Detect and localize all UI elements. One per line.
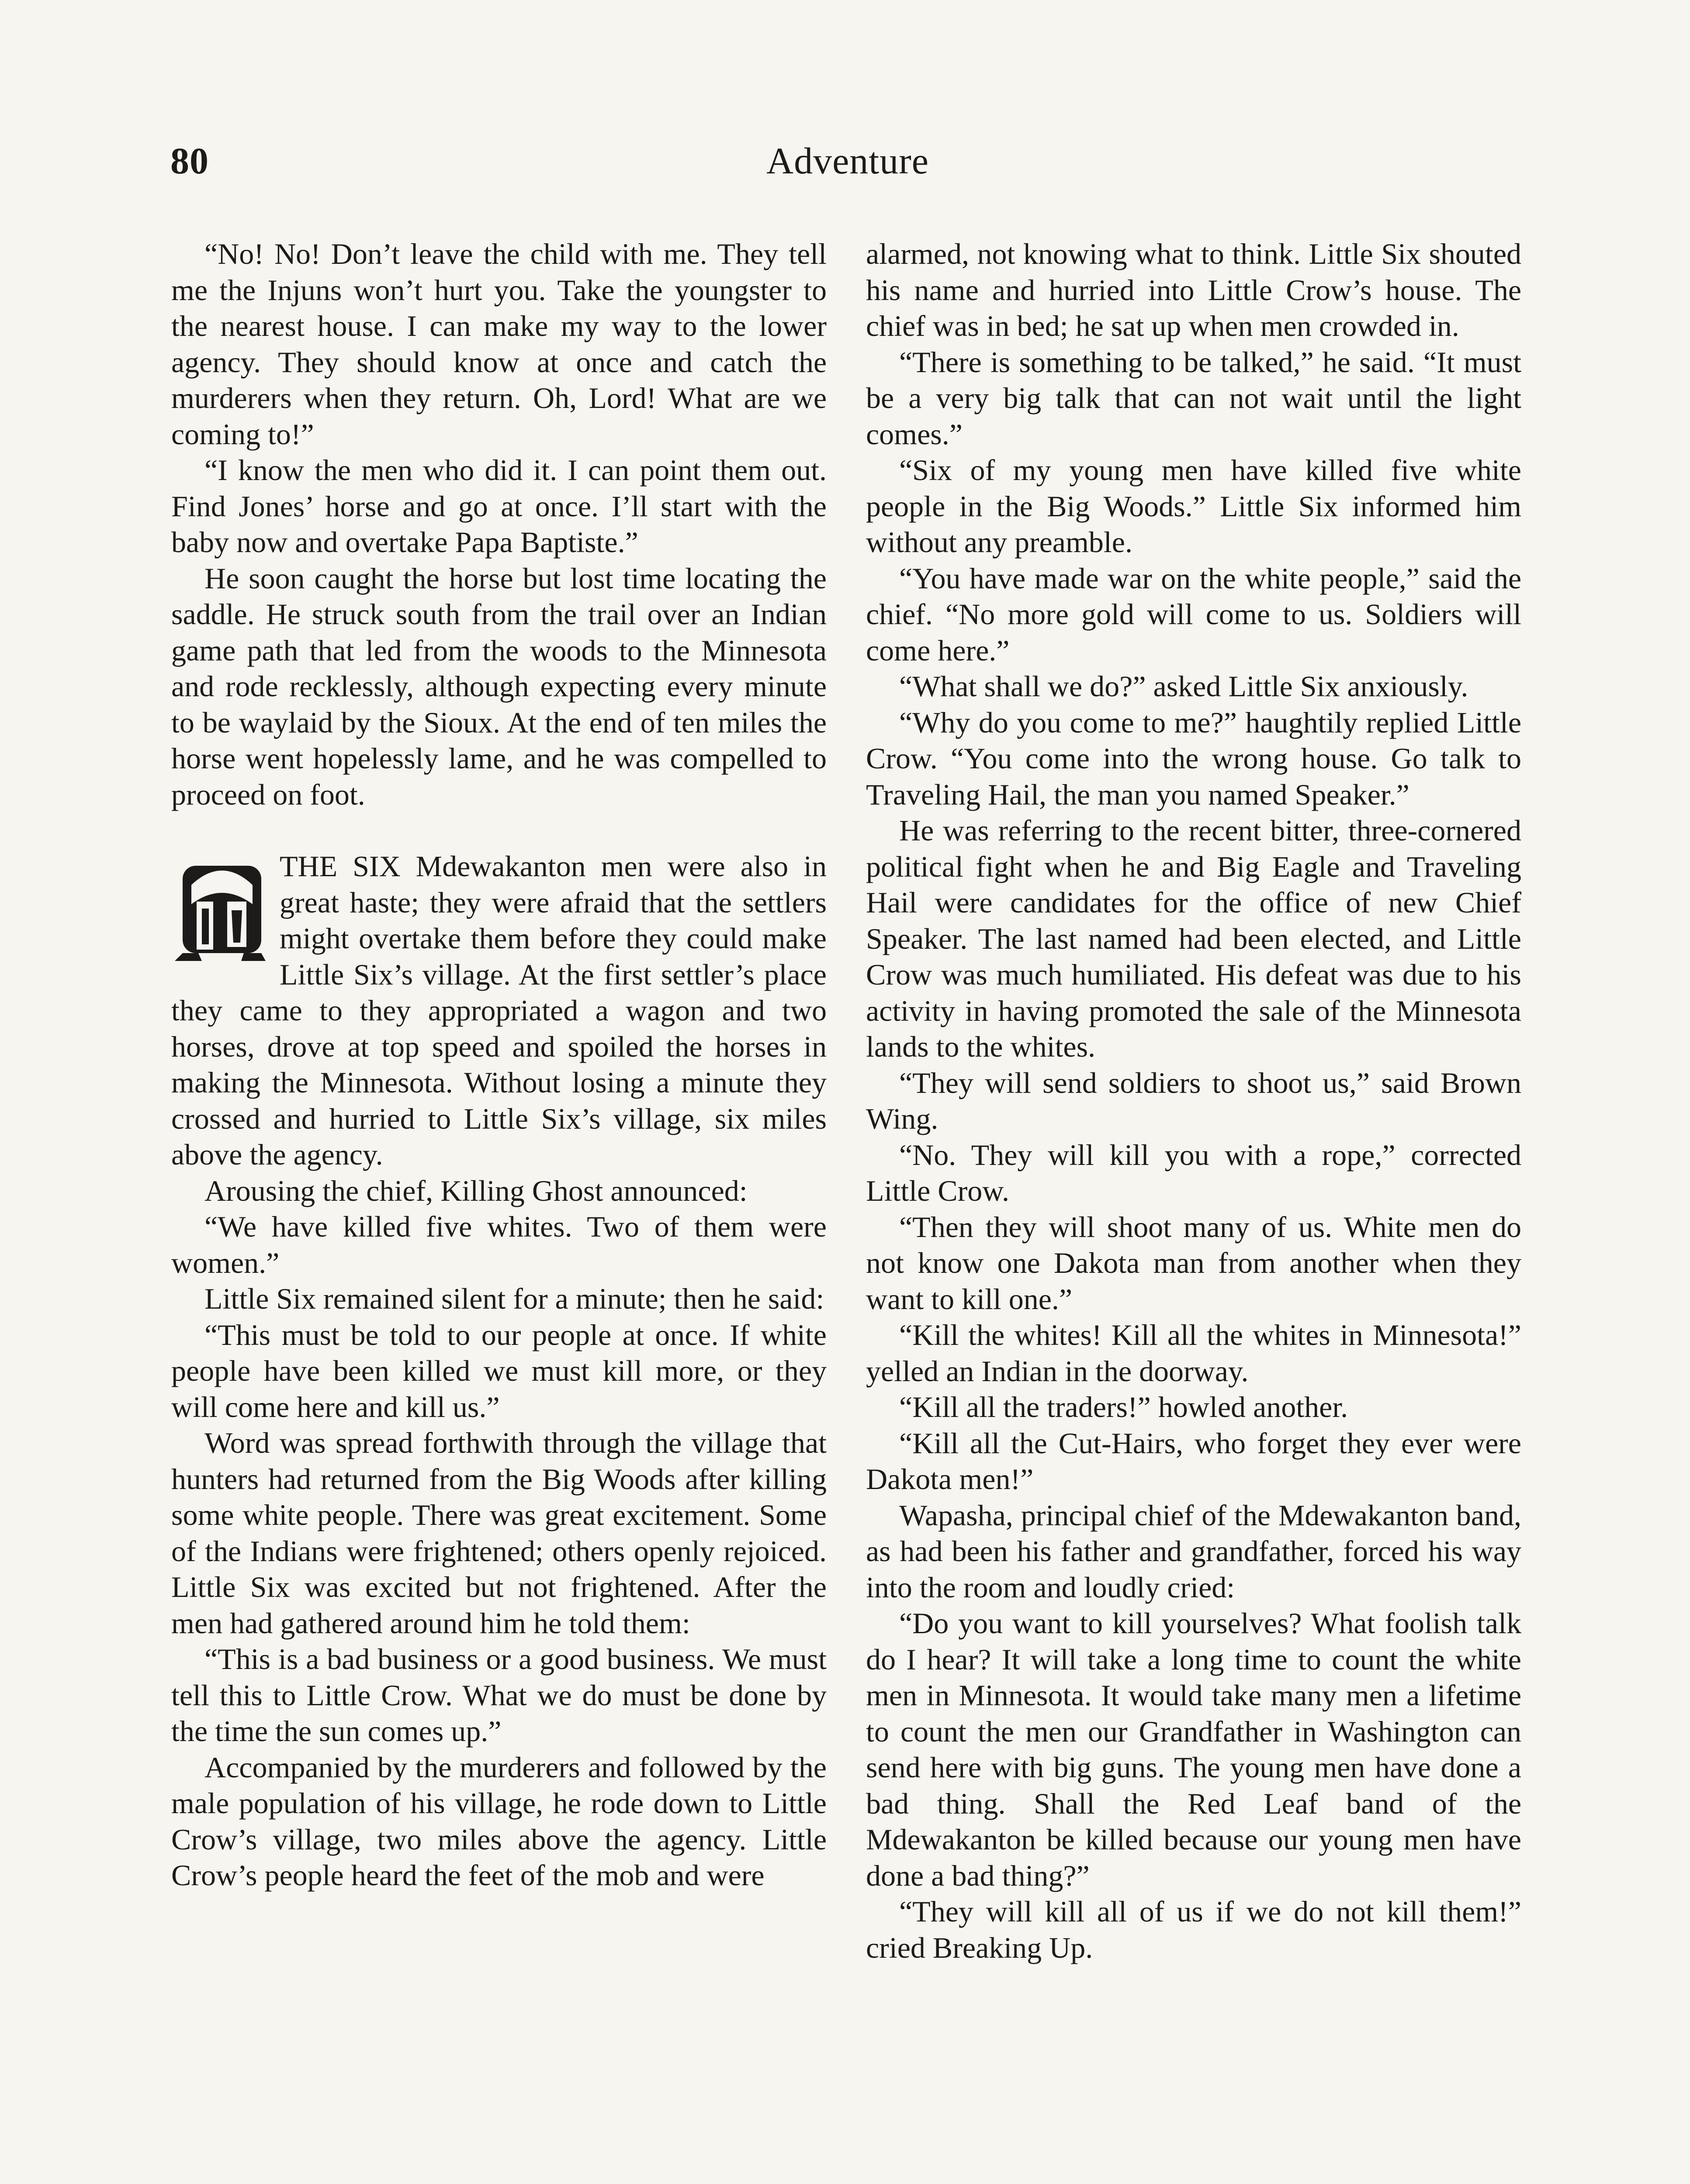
paragraph: “Kill all the traders!” howled another. <box>899 1390 1348 1424</box>
running-title: Adventure <box>766 140 929 182</box>
page-number: 80 <box>170 140 209 182</box>
paragraph: “This must be told to our people at once. If white people have been killed we must kill more, or they will come here and kill us.” <box>171 1318 827 1424</box>
paragraph: He was referring to the recent bitter, three-cornered political fight when he and Big Eagle and Traveling Hail were candidates for the office of new Chief Speaker. The last named had been elected, and Little Crow was much humiliated. His defeat was due to his activity in having promoted the sale of the Minnesota lands to the whites. <box>866 814 1521 1063</box>
drop-cap-initial <box>171 853 269 962</box>
paragraph: Wapasha, principal chief of the Mdewakanton band, as had been his father and grandfather, forced his way into the room and loudly cried: <box>866 1498 1521 1604</box>
paragraph: “They will kill all of us if we do not kill them!” cried Breaking Up. <box>866 1895 1521 1964</box>
paragraph: “Then they will shoot many of us. White men do not know one Dakota man from another when they want to kill one.” <box>866 1210 1521 1316</box>
paragraph: “No. They will kill you with a rope,” corrected Little Crow. <box>866 1138 1521 1207</box>
section-opening-text: THE SIX Mdewakanton men were also in great haste; they were afraid that the settlers might overtake them before they could make Little Six’s village. At the first settler’s place they came to they appropriated a wagon and two horses, drove at top speed and spoiled the horses in making the Minnesota. Without losing a minute they crossed and hurried to Little Six’s village, six miles above the agency. <box>171 850 827 1171</box>
paragraph: Arousing the chief, Killing Ghost announced: <box>204 1174 748 1207</box>
paragraph: “We have killed five whites. Two of them were women.” <box>171 1210 827 1279</box>
paragraph: “Kill all the Cut-Hairs, who forget they ever were Dakota men!” <box>866 1426 1521 1496</box>
paragraph: “You have made war on the white people,” said the chief. “No more gold will come to us. Soldiers will come here.” <box>866 561 1521 667</box>
paragraph: “I know the men who did it. I can point them out. Find Jones’ horse and go at once. I’ll start with the baby now and overtake Papa Baptiste.” <box>171 453 827 559</box>
paragraph: “Kill the whites! Kill all the whites in Minnesota!” yelled an Indian in the doorway. <box>866 1318 1521 1388</box>
paragraph: “No! No! Don’t leave the child with me. They tell me the Injuns won’t hurt you. Take the youngster to the nearest house. I can make my way to the lower agency. They should know at once and catch the murderers when they return. Oh, Lord! What are we coming to!” <box>171 237 827 451</box>
paragraph-continuation: alarmed, not knowing what to think. Little Six shouted his name and hurried into Little Crow’s house. The chief was in bed; he sat up when men crowded in. <box>866 237 1521 342</box>
paragraph: He soon caught the horse but lost time locating the saddle. He struck south from the trail over an Indian game path that led from the woods to the Minnesota and rode recklessly, although expecting every minute to be waylaid by the Sioux. At the end of ten miles the horse went hopelessly lame, and he was compelled to proceed on foot. <box>171 561 827 811</box>
paragraph: Accompanied by the murderers and followed by the male population of his village, he rode down to Little Crow’s village, two miles above the agency. Little Crow’s people heard the feet of the mob and were <box>171 1750 827 1892</box>
paragraph: “Why do you come to me?” haughtily replied Little Crow. “You come into the wrong house. Go talk to Traveling Hail, the man you named Speaker.” <box>866 705 1521 811</box>
page-header <box>170 139 1525 200</box>
paragraph: “Do you want to kill yourselves? What foolish talk do I hear? It will take a long time to count the white men in Minnesota. It would take many men a lifetime to count the men our Grandfather in Washington can send here with big guns. The young men have done a bad thing. Shall the Red Leaf band of the Mdewakanton be killed because our young men have done a bad thing?” <box>866 1607 1521 1892</box>
left-column <box>171 236 827 1894</box>
paragraph: “This is a bad business or a good business. We must tell this to Little Crow. What we do must be done by the time the sun comes up.” <box>171 1642 827 1748</box>
section-opening-paragraph <box>171 848 827 1173</box>
paragraph: “There is something to be talked,” he said. “It must be a very big talk that can not wait until the light comes.” <box>866 345 1521 451</box>
paragraph: “Six of my young men have killed five white people in the Big Woods.” Little Six informed him without any preamble. <box>866 453 1521 559</box>
right-column <box>866 236 1521 1966</box>
paragraph: Little Six remained silent for a minute; then he said: <box>204 1282 824 1315</box>
paragraph: “They will send soldiers to shoot us,” said Brown Wing. <box>866 1066 1521 1135</box>
paragraph: “What shall we do?” asked Little Six anxiously. <box>899 670 1468 703</box>
section-break <box>171 812 827 848</box>
paragraph: Word was spread forthwith through the village that hunters had returned from the Big Woods after killing some white people. There was great excitement. Some of the Indians were frightened; others openly rejoiced. Little Six was excited but not frightened. After the men had gathered around him he told them: <box>171 1426 827 1640</box>
